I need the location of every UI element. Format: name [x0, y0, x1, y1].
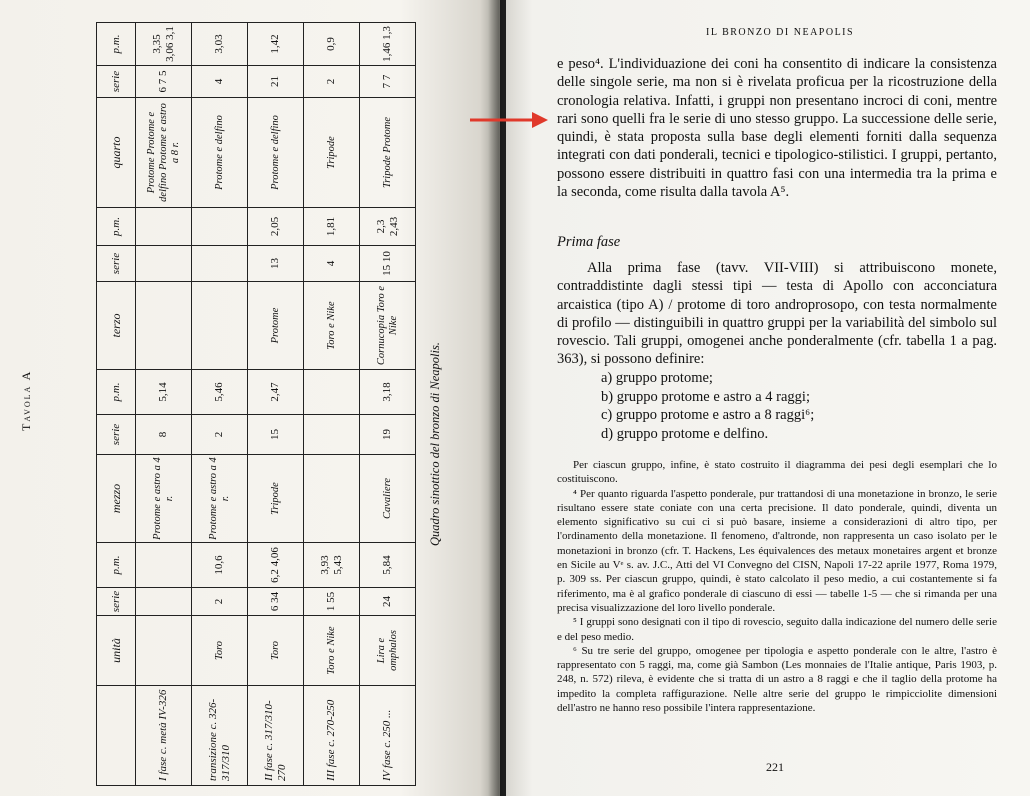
- pm-cell: [192, 208, 248, 246]
- mezzo-header: mezzo: [97, 455, 136, 543]
- type-cell: Toro e Nike: [304, 282, 360, 370]
- red-arrow-icon: [468, 110, 550, 130]
- type-cell: [304, 455, 360, 543]
- pm-cell: 2,05: [248, 208, 304, 246]
- pm-cell: [136, 208, 192, 246]
- serie-cell: [304, 415, 360, 455]
- pm-cell: 1,42: [248, 23, 304, 66]
- pm-cell: 3,03: [192, 23, 248, 66]
- serie-cell: 13: [248, 246, 304, 282]
- serie-cell: 6 34: [248, 588, 304, 616]
- unita-cell: Toro: [248, 616, 304, 686]
- pm-cell: 3,93 5,43: [304, 543, 360, 588]
- serie-cell: 1 55: [304, 588, 360, 616]
- footnote: Per ciascun gruppo, infine, è stato costruito il diagramma dei pesi degli esemplari che lo costituiscono.: [557, 459, 997, 486]
- group-list: [601, 369, 814, 443]
- synoptic-table: [96, 22, 416, 786]
- type-cell: [192, 282, 248, 370]
- serie-cell: 15 10: [360, 246, 416, 282]
- list-item: c) gruppo protome e astro a 8 raggi⁶;: [601, 407, 815, 423]
- type-cell: Protome: [248, 282, 304, 370]
- serie-cell: [192, 246, 248, 282]
- serie-cell: 19: [360, 415, 416, 455]
- unita-cell: [136, 616, 192, 686]
- serie-cell: 7 7: [360, 66, 416, 98]
- left-page: [0, 0, 500, 796]
- type-cell: Tripode: [304, 98, 360, 208]
- serie-cell: 2: [192, 588, 248, 616]
- quarto-header: quarto: [97, 98, 136, 208]
- serie-header: serie: [97, 415, 136, 455]
- tavola-label: Tavola A: [19, 369, 33, 431]
- serie-cell: 21: [248, 66, 304, 98]
- type-cell: [136, 282, 192, 370]
- serie-cell: 6 7 5: [136, 66, 192, 98]
- pm-cell: 5,84: [360, 543, 416, 588]
- table-row: [136, 23, 192, 786]
- type-cell: Protome e delfino: [248, 98, 304, 208]
- pm-header: p.m.: [97, 23, 136, 66]
- footnotes: [557, 458, 997, 715]
- pm-cell: [136, 543, 192, 588]
- section-heading: Prima fase: [557, 234, 621, 250]
- unita-cell: Lira e omphalos: [360, 616, 416, 686]
- pm-header: p.m.: [97, 543, 136, 588]
- pm-cell: 1,81: [304, 208, 360, 246]
- pm-cell: 3,35 3,06 3,1: [136, 23, 192, 66]
- pm-header: p.m.: [97, 208, 136, 246]
- phase-cell: III fase c. 270-250: [304, 686, 360, 786]
- type-cell: Protome e astro a 4 r.: [136, 455, 192, 543]
- list-item: a) gruppo protome;: [601, 370, 713, 386]
- type-cell: Protome e astro a 4 r.: [192, 455, 248, 543]
- intro-text: e peso⁴. L'individuazione dei coni ha consentito di indicare la consistenza delle singole serie, ma non si è rivelata proficua per la ricostruzione della cronologia relativa. Infatti, i gruppi non presentano incroci di coni, mentre rari sono quelli fra le serie di uno stesso gruppo. La successione delle serie, quindi, è stata proposta sulla base degli elementi forniti dalla sequenza integrati con dati ponderali, tecnici e tipologico-stilistici. I gruppi, pertanto, possono essere distribuiti in quattro fasi con una intermedia tra la prima e la seconda, come risulta dalla tavola A⁵.: [557, 56, 997, 201]
- table-caption: Quadro sinottico del bronzo di Neapolis.: [428, 342, 442, 546]
- rotated-table-block: [19, 26, 442, 786]
- type-cell: Cornucopia Toro e Nike: [360, 282, 416, 370]
- pm-cell: 3,18: [360, 370, 416, 415]
- pm-cell: 5,46: [192, 370, 248, 415]
- phase-cell: transizione c. 326-317/310: [192, 686, 248, 786]
- pm-cell: [304, 370, 360, 415]
- unita-cell: Toro: [192, 616, 248, 686]
- serie-cell: 15: [248, 415, 304, 455]
- pm-cell: 1,46 1,3: [360, 23, 416, 66]
- serie-header: serie: [97, 588, 136, 616]
- running-head: IL BRONZO DI NEAPOLIS: [706, 27, 855, 38]
- serie-header: serie: [97, 66, 136, 98]
- table-row: [304, 23, 360, 786]
- type-cell: Cavaliere: [360, 455, 416, 543]
- type-cell: Tripode Protome: [360, 98, 416, 208]
- table-row: [248, 23, 304, 786]
- serie-cell: [136, 246, 192, 282]
- pm-cell: 2,47: [248, 370, 304, 415]
- phase-cell: IV fase c. 250 ...: [360, 686, 416, 786]
- type-cell: Tripode: [248, 455, 304, 543]
- footnote: ⁵ I gruppi sono designati con il tipo di rovescio, seguito dalla indicazione del numero delle serie e del peso medio.: [557, 616, 997, 643]
- serie-cell: 4: [304, 246, 360, 282]
- serie-cell: 2: [304, 66, 360, 98]
- table-row: [360, 23, 416, 786]
- unita-cell: Toro e Nike: [304, 616, 360, 686]
- phase-cell: I fase c. metà IV-326: [136, 686, 192, 786]
- serie-header: serie: [97, 246, 136, 282]
- list-item: b) gruppo protome e astro a 4 raggi;: [601, 388, 810, 405]
- pm-cell: 5,14: [136, 370, 192, 415]
- pm-cell: 6,2 4,06: [248, 543, 304, 588]
- phase-header: [97, 686, 136, 786]
- section-paragraph: Alla prima fase (tavv. VII-VIII) si attribuiscono monete, contraddistinte dagli stessi tipi — testa di Apollo con acconciatura arcaistica (tipo A) / protome di toro androprosopo, con testa normalmente di profilo — distinguibili in quattro gruppi per la variabilità del simbolo sul rovescio. Tali gruppi, omogenei anche ponderalmente (cfr. tabella 1 a pag. 363), si possono definire:: [557, 260, 997, 368]
- serie-cell: 4: [192, 66, 248, 98]
- terzo-header: terzo: [97, 282, 136, 370]
- page-number: 221: [766, 760, 784, 774]
- serie-cell: [136, 588, 192, 616]
- footnote: ⁶ Su tre serie del gruppo, omogenee per tipologia e aspetto ponderale con le altre, l'astro è rappresentato con 5 raggi, ma, come già Sambon (Les monnaies de l'Italie antique, Paris 1903, p. 248, n. 572) rileva, è evidente che si tratta di un astro a 8 raggi e che il taglio della protome ha impedito la completa raffigurazione. Nelle altre serie del gruppo le rimpicciolite dimensioni dell'astro ne hanno reso possibile l'intera rappresentazione.: [557, 644, 997, 715]
- table-header-row: [97, 23, 136, 786]
- serie-cell: 24: [360, 588, 416, 616]
- intro-paragraph: [557, 55, 997, 201]
- serie-cell: 8: [136, 415, 192, 455]
- pm-cell: 2,3 2,43: [360, 208, 416, 246]
- pm-header: p.m.: [97, 370, 136, 415]
- pm-cell: 0,9: [304, 23, 360, 66]
- serie-cell: 2: [192, 415, 248, 455]
- footnote: ⁴ Per quanto riguarda l'aspetto ponderale, pur trattandosi di una monetazione in bronzo, le serie risultano essere state coniate con una certa precisione. Il dato ponderale, quindi, diventa un elemento significativo su cui ci si può basare, insieme a considerazioni di altro tipo, per l'ordinamento della monetazione. Il fenomeno, d'altronde, non rappresenta un caso isolato per le monetazioni in bronzo (cfr. T. Hackens, Les équivalences des metaux monetaires argent et bronze en Sicile au Vᵉ s. av. J.C., Atti del VI Convegno del CISN, Napoli 17-22 aprile 1977, Roma 1979, p. 309 ss. Per ciascun gruppo, quindi, è stato calcolato il peso medio, a cui costantemente si fa riferimento, ma è al grafico ponderale di ciascuno di essi — tabelle 1-5 — che si rimanda per una precisa visualizzazione del loro livello ponderale.: [557, 487, 997, 614]
- unita-header: unità: [97, 616, 136, 686]
- pm-cell: 10,6: [192, 543, 248, 588]
- type-cell: Protome Protome e delfino Protome e astro a 8 r.: [136, 98, 192, 208]
- type-cell: Protome e delfino: [192, 98, 248, 208]
- phase-cell: II fase c. 317/310-270: [248, 686, 304, 786]
- table-row: [192, 23, 248, 786]
- list-item: d) gruppo protome e delfino.: [601, 425, 769, 442]
